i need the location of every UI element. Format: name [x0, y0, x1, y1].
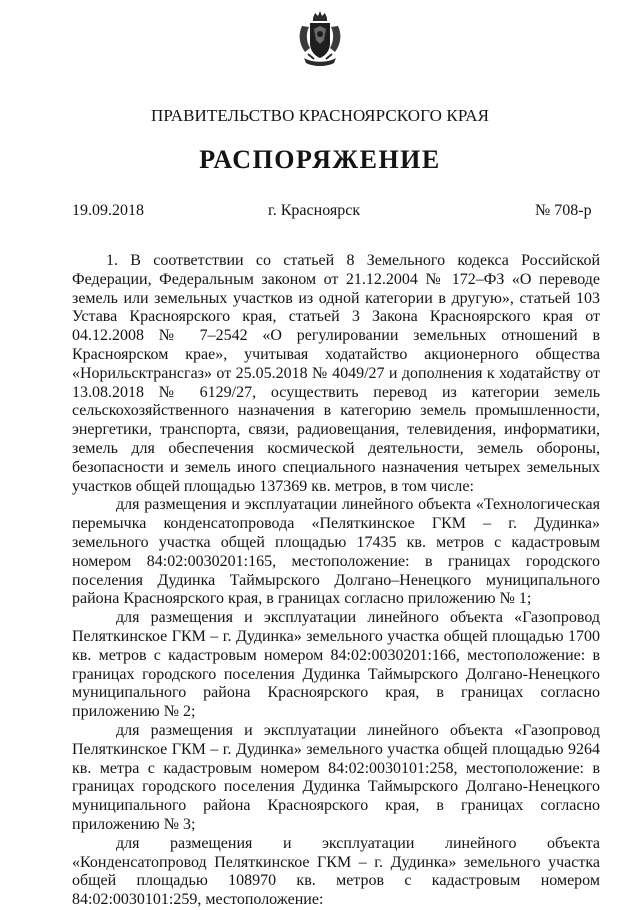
authority-title: ПРАВИТЕЛЬСТВО КРАСНОЯРСКОГО КРАЯ: [150, 106, 490, 125]
coat-of-arms-icon: [296, 10, 344, 68]
document-date: 19.09.2018: [72, 202, 144, 219]
list-item: для размещения и эксплуатации линейного объекта «Газопровод Пеляткинское ГКМ – г. Дудинка» земельного участка общей площадью 9264 кв. метра с кадастровым номером 84:02:0030101:258, местоположение: в границах городского поселения Дудинка Таймырского Долгано-Ненецкого муниципального района Красноярского края, в границах согласно приложению № 3;: [72, 721, 600, 833]
document-number: № 708-р: [535, 202, 592, 219]
paragraph-1: 1. В соответствии со статьей 8 Земельного кодекса Российской Федерации, Федеральным законом от 21.12.2004 № 172–ФЗ «О переводе земель или земельных участков из одной категории в другую», статьей 103 Устава Красноярского края, статьей 3 Закона Красноярского края от 04.12.2008 № 7–2542 «О регулировании земельных отношений в Красноярском крае», учитывая ходатайство акционерного общества «Норильсктрансгаз» от 25.05.2018 № 4049/27 и дополнения к ходатайству от 13.08.2018 № 6129/27, осуществить перевод из категории земель сельскохозяйственного назначения в категорию земель промышленности, энергетики, транспорта, связи, радиовещания, телевидения, информатики, земель для обеспечения космической деятельности, земель обороны, безопасности и земель иного специального назначения четырех земельных участков общей площадью 137369 кв. метров, в том числе:: [72, 252, 600, 495]
list-item: для размещения и эксплуатации линейного объекта «Технологическая перемычка конденсатопровода «Пеляткинское ГКМ – г. Дудинка» земельного участка общей площадью 17435 кв. метров с кадастровым номером 84:02:0030201:165, местоположение: в границах городского поселения Дудинка Таймырского Долгано–Ненецкого муниципального района Красноярского края, в границах согласно приложению № 1;: [72, 496, 600, 608]
document-body: [72, 252, 600, 910]
document-type-title: РАСПОРЯЖЕНИЕ: [199, 145, 441, 174]
list-item: для размещения и эксплуатации линейного объекта «Газопровод Пеляткинское ГКМ – г. Дудинка» земельного участка общей площадью 1700 кв. метров с кадастровым номером 84:02:0030201:166, местоположение: в границах городского поселения Дудинка Таймырского Долгано-Ненецкого муниципального района Красноярского края, в границах согласно приложению № 2;: [72, 609, 600, 721]
document-city: г. Красноярск: [268, 202, 361, 219]
list-item: для размещения и эксплуатации линейного объекта «Конденсатопровод Пеляткинское ГКМ – г. Дудинка» земельного участка общей площадью 108970 кв. метров с кадастровым номером 84:02:0030101:259, местоположение:: [72, 834, 600, 909]
